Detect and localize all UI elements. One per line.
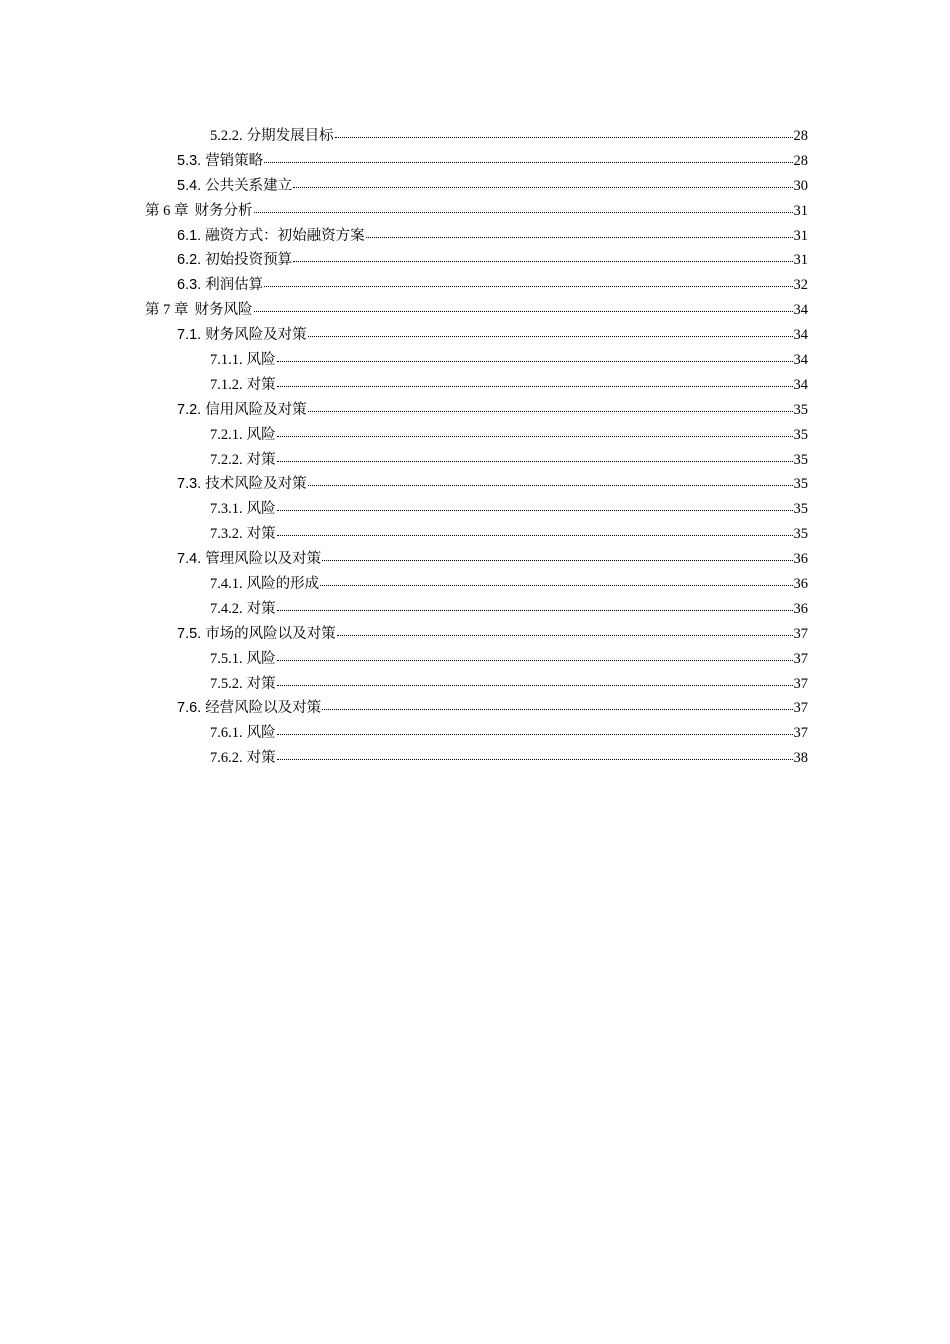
toc-dot-leader: [254, 297, 793, 313]
toc-entry-number: 7.2.: [177, 401, 202, 418]
toc-entry-page: 38: [793, 750, 808, 767]
toc-entry-21[interactable]: [145, 622, 808, 647]
toc-entry-title: 财务分析: [194, 202, 253, 219]
toc-entry-page: 36: [793, 600, 808, 617]
toc-entry-1[interactable]: [145, 124, 808, 149]
toc-entry-page: 37: [793, 650, 808, 667]
toc-entry-number: 6.2.: [177, 252, 202, 269]
toc-entry-page: 28: [793, 152, 808, 169]
toc-entry-title: 风险: [246, 725, 276, 742]
toc-entry-title: 对策: [246, 526, 276, 543]
toc-dot-leader: [320, 571, 792, 587]
toc-entry-number: 7.6.: [177, 700, 202, 717]
toc-entry-3[interactable]: [145, 174, 808, 199]
toc-entry-12[interactable]: [145, 398, 808, 423]
toc-entry-title: 管理风险以及对策: [205, 551, 322, 568]
toc-entry-20[interactable]: [145, 597, 808, 622]
toc-entry-page: 30: [793, 177, 808, 194]
toc-entry-title: 风险: [246, 352, 276, 369]
toc-entry-number: 6.3.: [177, 277, 202, 294]
toc-dot-leader: [335, 123, 793, 139]
toc-entry-page: 36: [793, 576, 808, 593]
toc-dot-leader: [277, 521, 793, 537]
toc-entry-page: 34: [793, 327, 808, 344]
toc-entry-page: 36: [793, 551, 808, 568]
toc-entry-number: 7.3.1.: [210, 501, 243, 518]
toc-dot-leader: [308, 322, 793, 338]
toc-entry-2[interactable]: [145, 149, 808, 174]
toc-entry-number: 7.1.2.: [210, 376, 243, 393]
toc-entry-page: 35: [793, 426, 808, 443]
toc-entry-page: 35: [793, 401, 808, 418]
toc-entry-title: 分期发展目标: [246, 128, 334, 144]
toc-dot-leader: [277, 371, 793, 387]
toc-entry-number: 7.5.1.: [210, 650, 243, 667]
toc-entry-title: 融资方式：初始融资方案: [205, 227, 365, 244]
toc-entry-page: 35: [793, 476, 808, 493]
toc-entry-17[interactable]: [145, 522, 808, 547]
toc-entry-number: 第 7 章: [145, 302, 189, 319]
toc-entry-page: 37: [793, 675, 808, 692]
toc-entry-title: 对策: [246, 600, 276, 617]
toc-entry-15[interactable]: [145, 472, 808, 497]
toc-entry-10[interactable]: [145, 348, 808, 373]
toc-dot-leader: [277, 595, 793, 611]
toc-entry-page: 31: [793, 227, 808, 244]
toc-entry-title: 风险: [246, 426, 276, 443]
toc-dot-leader: [337, 620, 793, 636]
toc-entry-page: 37: [793, 725, 808, 742]
toc-dot-leader: [293, 247, 792, 263]
toc-entry-title: 财务风险: [194, 302, 253, 319]
toc-entry-14[interactable]: [145, 448, 808, 473]
toc-entry-9[interactable]: [145, 323, 808, 348]
toc-entry-number: 7.5.: [177, 625, 202, 642]
toc-entry-6[interactable]: [145, 248, 808, 273]
toc-entry-23[interactable]: [145, 672, 808, 697]
toc-entry-number: 5.2.2.: [210, 128, 243, 144]
toc-entry-title: 技术风险及对策: [205, 476, 307, 493]
toc-entry-title: 财务风险及对策: [205, 327, 307, 344]
toc-dot-leader: [308, 396, 793, 412]
toc-entry-title: 对策: [246, 750, 276, 767]
toc-entry-number: 5.3.: [177, 152, 202, 169]
toc-entry-title: 信用风险及对策: [205, 401, 307, 418]
toc-entry-title: 对策: [246, 376, 276, 393]
toc-dot-leader: [277, 496, 793, 512]
toc-entry-16[interactable]: [145, 497, 808, 522]
toc-entry-title: 营销策略: [205, 152, 264, 169]
toc-dot-leader: [277, 670, 793, 686]
toc-entry-page: 32: [793, 277, 808, 294]
toc-entry-title: 风险: [246, 501, 276, 518]
toc-dot-leader: [277, 446, 793, 462]
toc-entry-22[interactable]: [145, 647, 808, 672]
toc-dot-leader: [277, 645, 793, 661]
toc-entry-title: 利润估算: [205, 277, 264, 294]
toc-entry-title: 对策: [246, 675, 276, 692]
toc-entry-11[interactable]: [145, 373, 808, 398]
toc-dot-leader: [277, 720, 793, 736]
toc-entry-page: 31: [793, 202, 808, 219]
toc-entry-page: 31: [793, 252, 808, 269]
toc-entry-number: 7.6.2.: [210, 750, 243, 767]
toc-entry-5[interactable]: [145, 224, 808, 249]
toc-entry-title: 风险的形成: [246, 576, 320, 593]
toc-entry-25[interactable]: [145, 721, 808, 746]
toc-dot-leader: [322, 546, 792, 562]
toc-entry-number: 5.4.: [177, 177, 202, 194]
toc-entry-number: 7.2.2.: [210, 451, 243, 468]
toc-entry-number: 7.3.2.: [210, 526, 243, 543]
toc-entry-page: 35: [793, 526, 808, 543]
toc-entry-18[interactable]: [145, 547, 808, 572]
toc-dot-leader: [322, 695, 792, 711]
toc-entry-26[interactable]: [145, 746, 808, 771]
toc-dot-leader: [277, 421, 793, 437]
toc-entry-page: 35: [793, 501, 808, 518]
table-of-contents: [145, 124, 808, 771]
toc-entry-title: 经营风险以及对策: [205, 700, 322, 717]
toc-entry-number: 第 6 章: [145, 202, 189, 219]
toc-entry-4[interactable]: [145, 199, 808, 224]
toc-entry-13[interactable]: [145, 423, 808, 448]
toc-entry-number: 7.4.2.: [210, 600, 243, 617]
toc-entry-24[interactable]: [145, 696, 808, 721]
toc-dot-leader: [277, 347, 793, 363]
toc-dot-leader: [264, 272, 792, 288]
toc-entry-19[interactable]: [145, 572, 808, 597]
toc-entry-number: 7.6.1.: [210, 725, 243, 742]
toc-dot-leader: [293, 172, 792, 188]
toc-entry-page: 28: [793, 128, 808, 144]
toc-dot-leader: [254, 197, 793, 213]
toc-entry-page: 34: [793, 376, 808, 393]
toc-entry-page: 37: [793, 625, 808, 642]
toc-entry-title: 风险: [246, 650, 276, 667]
toc-entry-number: 7.4.: [177, 551, 202, 568]
toc-entry-page: 35: [793, 451, 808, 468]
toc-entry-page: 37: [793, 700, 808, 717]
toc-dot-leader: [308, 471, 793, 487]
toc-entry-number: 7.5.2.: [210, 675, 243, 692]
toc-entry-number: 7.1.1.: [210, 352, 243, 369]
toc-entry-number: 7.4.1.: [210, 576, 243, 593]
toc-entry-number: 6.1.: [177, 227, 202, 244]
toc-dot-leader: [264, 147, 792, 163]
toc-entry-title: 初始投资预算: [205, 252, 293, 269]
toc-dot-leader: [366, 222, 793, 238]
toc-entry-page: 34: [793, 302, 808, 319]
toc-entry-page: 34: [793, 352, 808, 369]
toc-entry-number: 7.2.1.: [210, 426, 243, 443]
toc-entry-7[interactable]: [145, 273, 808, 298]
toc-entry-number: 7.1.: [177, 327, 202, 344]
toc-dot-leader: [277, 745, 793, 761]
toc-entry-title: 对策: [246, 451, 276, 468]
toc-entry-title: 市场的风险以及对策: [205, 625, 336, 642]
toc-entry-8[interactable]: [145, 298, 808, 323]
toc-entry-number: 7.3.: [177, 476, 202, 493]
toc-entry-title: 公共关系建立: [205, 177, 293, 194]
